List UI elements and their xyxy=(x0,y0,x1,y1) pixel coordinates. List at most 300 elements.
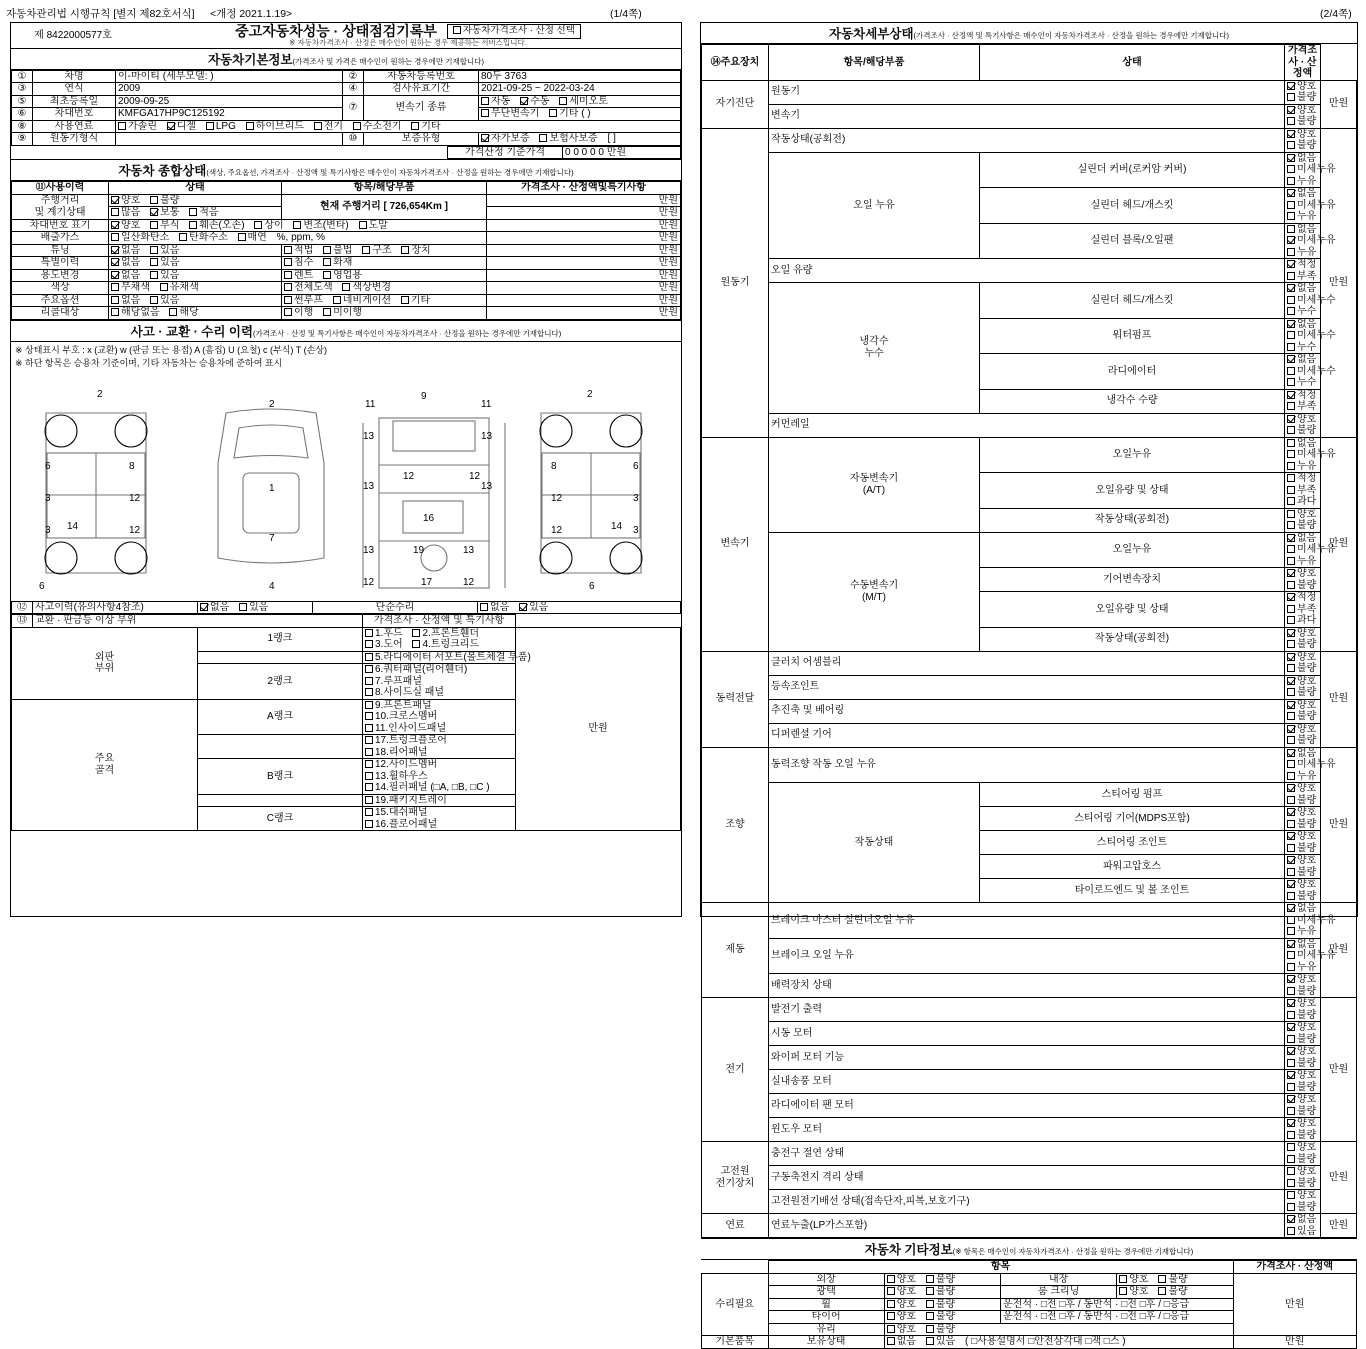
state-options[interactable] xyxy=(1285,627,1321,651)
checkbox[interactable] xyxy=(284,271,292,279)
state-options[interactable] xyxy=(1285,473,1321,509)
part-trunk-floor[interactable] xyxy=(365,735,447,747)
checkbox[interactable] xyxy=(179,233,187,241)
checkbox[interactable] xyxy=(238,233,246,241)
state-options[interactable] xyxy=(1285,389,1321,413)
checkbox[interactable] xyxy=(111,271,119,279)
option-none[interactable] xyxy=(887,1336,916,1348)
state-options[interactable] xyxy=(1285,1142,1321,1166)
option-normal[interactable] xyxy=(150,207,179,219)
checkbox[interactable] xyxy=(284,258,292,266)
state-options[interactable] xyxy=(1285,413,1321,437)
checkbox[interactable] xyxy=(239,603,247,611)
option-yes[interactable] xyxy=(926,1336,955,1348)
part-trunk-lid[interactable] xyxy=(412,639,479,651)
option-yes[interactable] xyxy=(150,270,179,282)
option-not-applicable[interactable] xyxy=(111,307,160,319)
option-적정[interactable] xyxy=(1287,592,1316,604)
checkbox[interactable] xyxy=(111,283,119,291)
checkbox[interactable] xyxy=(1287,975,1295,983)
option-양호[interactable] xyxy=(1287,1094,1316,1106)
checkbox[interactable] xyxy=(169,308,177,316)
checkbox[interactable] xyxy=(1287,940,1295,948)
option-미세누유[interactable] xyxy=(1287,200,1336,212)
checkbox[interactable] xyxy=(1287,820,1295,828)
state-options[interactable] xyxy=(1285,592,1321,628)
checkbox[interactable] xyxy=(1287,462,1295,470)
option-none[interactable] xyxy=(480,602,509,614)
part-front-panel[interactable] xyxy=(365,700,432,712)
option-chromatic[interactable] xyxy=(160,282,199,294)
checkbox[interactable] xyxy=(150,221,158,229)
checkbox[interactable] xyxy=(284,246,292,254)
option-부족[interactable] xyxy=(1287,271,1316,283)
checkbox[interactable] xyxy=(284,283,292,291)
option-양호[interactable] xyxy=(1287,1070,1316,1082)
checkbox[interactable] xyxy=(365,748,373,756)
option-etc[interactable] xyxy=(401,295,430,307)
option-불량[interactable] xyxy=(1287,116,1316,128)
checkbox[interactable] xyxy=(1287,712,1295,720)
checkbox[interactable] xyxy=(365,688,373,696)
checkbox[interactable] xyxy=(293,221,301,229)
state-options[interactable] xyxy=(1285,831,1321,855)
state-options[interactable] xyxy=(1285,259,1321,283)
checkbox[interactable] xyxy=(111,296,119,304)
checkbox[interactable] xyxy=(1287,415,1295,423)
checkbox[interactable] xyxy=(150,208,158,216)
checkbox[interactable] xyxy=(1287,640,1295,648)
checkbox[interactable] xyxy=(926,1300,934,1308)
checkbox[interactable] xyxy=(1287,1191,1295,1199)
state-options[interactable] xyxy=(1285,188,1336,224)
state-options[interactable] xyxy=(1285,1190,1321,1214)
option-good[interactable] xyxy=(1119,1274,1148,1286)
option-누수[interactable] xyxy=(1287,306,1316,318)
option-fuel-other[interactable] xyxy=(411,121,440,133)
option-불량[interactable] xyxy=(1287,140,1316,152)
checkbox[interactable] xyxy=(481,97,489,105)
option-누유[interactable] xyxy=(1287,926,1316,938)
option-불량[interactable] xyxy=(1287,639,1316,651)
checkbox[interactable] xyxy=(365,653,373,661)
checkbox[interactable] xyxy=(1287,497,1295,505)
checkbox[interactable] xyxy=(1287,1203,1295,1211)
checkbox[interactable] xyxy=(365,724,373,732)
option-양호[interactable] xyxy=(1287,879,1316,891)
simple-repair-state[interactable] xyxy=(478,601,681,614)
etc-row-options[interactable] xyxy=(884,1311,1000,1324)
option-양호[interactable] xyxy=(1287,700,1316,712)
accident-state[interactable] xyxy=(198,601,313,614)
checkbox[interactable] xyxy=(401,296,409,304)
checkbox[interactable] xyxy=(1287,880,1295,888)
checkbox[interactable] xyxy=(559,97,567,105)
checkbox[interactable] xyxy=(365,808,373,816)
checkbox[interactable] xyxy=(323,308,331,316)
option-yes[interactable] xyxy=(150,295,179,307)
checkbox[interactable] xyxy=(284,308,292,316)
checkbox[interactable] xyxy=(1287,593,1295,601)
option-불량[interactable] xyxy=(1287,1082,1316,1094)
checkbox[interactable] xyxy=(926,1287,934,1295)
option-불량[interactable] xyxy=(1287,520,1316,532)
checkbox[interactable] xyxy=(1287,951,1295,959)
checkbox[interactable] xyxy=(1287,856,1295,864)
checkbox[interactable] xyxy=(342,283,350,291)
option-불량[interactable] xyxy=(1287,867,1316,879)
mileage-state-2[interactable] xyxy=(109,207,282,220)
option-bad[interactable] xyxy=(150,195,179,207)
option-불량[interactable] xyxy=(1287,843,1316,855)
option-양호[interactable] xyxy=(1287,1118,1316,1130)
checkbox[interactable] xyxy=(1287,426,1295,434)
state-options[interactable] xyxy=(1285,723,1321,747)
option-누유[interactable] xyxy=(1287,771,1316,783)
checkbox[interactable] xyxy=(314,122,322,130)
option-bad[interactable] xyxy=(926,1311,955,1323)
checkbox[interactable] xyxy=(1287,177,1295,185)
option-없음[interactable] xyxy=(1287,533,1316,545)
option-good[interactable] xyxy=(887,1286,916,1298)
warranty-options[interactable] xyxy=(479,133,681,146)
option-불량[interactable] xyxy=(1287,795,1316,807)
option-양호[interactable] xyxy=(1287,676,1316,688)
part-pillar-panel[interactable] xyxy=(365,782,490,794)
state-options[interactable] xyxy=(1285,699,1321,723)
part-package-tray[interactable] xyxy=(365,795,447,807)
checkbox[interactable] xyxy=(111,246,119,254)
checkbox[interactable] xyxy=(519,603,527,611)
checkbox[interactable] xyxy=(111,258,119,266)
option-불량[interactable] xyxy=(1287,891,1316,903)
basic-items-extra[interactable]: ( □사용설명서 □안전삼각대 □잭 □스 ) xyxy=(964,1336,1126,1347)
option-불량[interactable] xyxy=(1287,580,1316,592)
option-양호[interactable] xyxy=(1287,1142,1316,1154)
checkbox[interactable] xyxy=(1287,320,1295,328)
state-options[interactable] xyxy=(1285,283,1336,319)
option-bad[interactable] xyxy=(926,1324,955,1336)
option-누유[interactable] xyxy=(1287,176,1316,188)
option-yes[interactable] xyxy=(150,257,179,269)
tuning-parts[interactable] xyxy=(282,244,487,257)
option-good[interactable] xyxy=(111,195,140,207)
rank-items[interactable] xyxy=(363,735,516,759)
option-누유[interactable] xyxy=(1287,211,1316,223)
option-altered[interactable] xyxy=(293,220,348,232)
tire-positions[interactable]: 운전석 · □전 □후 / 동반석 · □전 □후 / □응급 xyxy=(1001,1311,1234,1324)
checkbox[interactable] xyxy=(365,783,373,791)
part-cross-member[interactable] xyxy=(365,711,437,723)
checkbox[interactable] xyxy=(1287,355,1295,363)
option-damage[interactable] xyxy=(189,220,244,232)
checkbox[interactable] xyxy=(1287,1155,1295,1163)
option-done[interactable] xyxy=(284,307,313,319)
option-과다[interactable] xyxy=(1287,496,1316,508)
option-good[interactable] xyxy=(887,1274,916,1286)
checkbox[interactable] xyxy=(1287,378,1295,386)
part-floor-panel[interactable] xyxy=(365,819,437,831)
state-options[interactable] xyxy=(1285,223,1336,259)
checkbox[interactable] xyxy=(1287,999,1295,1007)
checkbox[interactable] xyxy=(1119,1275,1127,1283)
option-hydrogen[interactable] xyxy=(353,121,402,133)
checkbox[interactable] xyxy=(1287,486,1295,494)
checkbox[interactable] xyxy=(1287,450,1295,458)
checkbox[interactable] xyxy=(189,221,197,229)
checkbox[interactable] xyxy=(353,122,361,130)
mileage-state-1[interactable] xyxy=(109,194,282,207)
option-불량[interactable] xyxy=(1287,986,1316,998)
state-options[interactable] xyxy=(1285,1022,1321,1046)
option-누유[interactable] xyxy=(1287,962,1316,974)
state-options[interactable] xyxy=(1285,1070,1321,1094)
checkbox[interactable] xyxy=(1287,569,1295,577)
option-sunroof[interactable] xyxy=(284,295,323,307)
vin-state[interactable] xyxy=(109,219,487,232)
checkbox[interactable] xyxy=(1287,331,1295,339)
state-options[interactable] xyxy=(1285,974,1321,998)
option-양호[interactable] xyxy=(1287,724,1316,736)
option-불량[interactable] xyxy=(1287,687,1316,699)
option-미세누유[interactable] xyxy=(1287,915,1336,927)
checkbox[interactable] xyxy=(1287,629,1295,637)
checkbox[interactable] xyxy=(1287,1083,1295,1091)
checkbox[interactable] xyxy=(365,796,373,804)
option-없음[interactable] xyxy=(1287,153,1316,165)
option-불량[interactable] xyxy=(1287,735,1316,747)
checkbox[interactable] xyxy=(1287,581,1295,589)
checkbox[interactable] xyxy=(401,246,409,254)
option-navigation[interactable] xyxy=(333,295,391,307)
option-none[interactable] xyxy=(111,257,140,269)
checkbox[interactable] xyxy=(359,221,367,229)
recall-parts[interactable] xyxy=(282,307,487,320)
checkbox[interactable] xyxy=(111,196,119,204)
option-미세누유[interactable] xyxy=(1287,164,1336,176)
checkbox[interactable] xyxy=(365,665,373,673)
checkbox[interactable] xyxy=(1287,1035,1295,1043)
option-lpg[interactable] xyxy=(206,121,236,133)
option-양호[interactable] xyxy=(1287,1166,1316,1178)
fuel-options[interactable] xyxy=(116,120,681,133)
option-many[interactable] xyxy=(111,207,140,219)
rank-items[interactable] xyxy=(363,627,516,651)
state-options[interactable] xyxy=(1285,998,1321,1022)
state-options[interactable] xyxy=(1285,318,1336,354)
option-불량[interactable] xyxy=(1287,1010,1316,1022)
checkbox[interactable] xyxy=(1287,677,1295,685)
checkbox[interactable] xyxy=(1158,1275,1166,1283)
checkbox[interactable] xyxy=(1287,987,1295,995)
option-미세누유[interactable] xyxy=(1287,235,1336,247)
state-options[interactable] xyxy=(1285,807,1321,831)
checkbox[interactable] xyxy=(1287,832,1295,840)
state-options[interactable] xyxy=(1285,354,1336,390)
option-flood[interactable] xyxy=(284,257,313,269)
option-적정[interactable] xyxy=(1287,473,1316,485)
state-options[interactable] xyxy=(1285,1118,1321,1142)
option-미세누수[interactable] xyxy=(1287,295,1336,307)
option-bad[interactable] xyxy=(1158,1274,1187,1286)
state-options[interactable] xyxy=(1285,568,1321,592)
checkbox[interactable] xyxy=(520,97,528,105)
option-auto[interactable] xyxy=(481,96,510,108)
etc-row-options-2[interactable] xyxy=(1117,1273,1233,1286)
checkbox[interactable] xyxy=(1287,201,1295,209)
checkbox[interactable] xyxy=(1287,439,1295,447)
checkbox[interactable] xyxy=(887,1325,895,1333)
wheel-positions[interactable]: 운전석 · □전 □후 / 동반석 · □전 □후 / □응급 xyxy=(1001,1298,1234,1311)
transmission-options-row1[interactable] xyxy=(479,95,681,108)
checkbox[interactable] xyxy=(480,603,488,611)
checkbox[interactable] xyxy=(1287,1179,1295,1187)
part-front-fender[interactable] xyxy=(412,628,479,640)
option-부족[interactable] xyxy=(1287,401,1316,413)
checkbox[interactable] xyxy=(1287,106,1295,114)
checkbox[interactable] xyxy=(150,196,158,204)
checkbox[interactable] xyxy=(1287,165,1295,173)
option-양호[interactable] xyxy=(1287,998,1316,1010)
option-color-change[interactable] xyxy=(342,282,391,294)
option-누유[interactable] xyxy=(1287,556,1316,568)
checkbox[interactable] xyxy=(1287,296,1295,304)
option-없음[interactable] xyxy=(1287,354,1316,366)
checkbox[interactable] xyxy=(111,233,119,241)
rank-items[interactable] xyxy=(363,759,516,795)
checkbox[interactable] xyxy=(1287,117,1295,125)
checkbox[interactable] xyxy=(926,1275,934,1283)
checkbox[interactable] xyxy=(1287,616,1295,624)
part-inside-panel[interactable] xyxy=(365,723,446,735)
checkbox[interactable] xyxy=(1287,534,1295,542)
part-radiator-support[interactable] xyxy=(365,652,531,664)
option-없음[interactable] xyxy=(1287,188,1316,200)
checkbox[interactable] xyxy=(1287,784,1295,792)
state-options[interactable] xyxy=(1285,1166,1321,1190)
checkbox[interactable] xyxy=(1287,772,1295,780)
etc-row-options[interactable] xyxy=(884,1286,1000,1299)
option-few[interactable] xyxy=(189,207,218,219)
checkbox[interactable] xyxy=(1287,892,1295,900)
transmission-options-row2[interactable] xyxy=(479,108,681,121)
checkbox[interactable] xyxy=(1287,82,1295,90)
checkbox[interactable] xyxy=(284,296,292,304)
checkbox[interactable] xyxy=(1287,760,1295,768)
option-bad[interactable] xyxy=(926,1299,955,1311)
usechange-parts[interactable] xyxy=(282,269,487,282)
state-options[interactable] xyxy=(1285,508,1321,532)
option-hc[interactable] xyxy=(179,232,228,244)
checkbox[interactable] xyxy=(365,701,373,709)
option-illegal[interactable] xyxy=(323,245,352,257)
checkbox[interactable] xyxy=(1287,749,1295,757)
option-적정[interactable] xyxy=(1287,259,1316,271)
checkbox[interactable] xyxy=(150,296,158,304)
option-미세누수[interactable] xyxy=(1287,330,1336,342)
option-누수[interactable] xyxy=(1287,377,1316,389)
checkbox[interactable] xyxy=(1287,1071,1295,1079)
color-parts[interactable] xyxy=(282,282,487,295)
recall-state[interactable] xyxy=(109,307,282,320)
checkbox[interactable] xyxy=(1287,868,1295,876)
state-options[interactable] xyxy=(1285,651,1321,675)
option-양호[interactable] xyxy=(1287,783,1316,795)
state-options[interactable] xyxy=(1285,437,1336,473)
option-양호[interactable] xyxy=(1287,129,1316,141)
option-corrosion[interactable] xyxy=(150,220,179,232)
option-양호[interactable] xyxy=(1287,855,1316,867)
checkbox[interactable] xyxy=(887,1337,895,1345)
option-부족[interactable] xyxy=(1287,485,1316,497)
option-yes[interactable] xyxy=(239,602,268,614)
checkbox[interactable] xyxy=(254,221,262,229)
usechange-state[interactable] xyxy=(109,269,282,282)
option-business[interactable] xyxy=(323,270,362,282)
option-적정[interactable] xyxy=(1287,390,1316,402)
checkbox[interactable] xyxy=(1287,402,1295,410)
option-hybrid[interactable] xyxy=(246,121,304,133)
checkbox[interactable] xyxy=(481,109,489,117)
checkbox[interactable] xyxy=(189,208,197,216)
option-structure[interactable] xyxy=(362,245,391,257)
checkbox[interactable] xyxy=(150,271,158,279)
option-양호[interactable] xyxy=(1287,974,1316,986)
option-양호[interactable] xyxy=(1287,509,1316,521)
checkbox[interactable] xyxy=(1287,154,1295,162)
checkbox[interactable] xyxy=(412,629,420,637)
option-미세누유[interactable] xyxy=(1287,950,1336,962)
checkbox[interactable] xyxy=(1287,1107,1295,1115)
option-누수[interactable] xyxy=(1287,342,1316,354)
checkbox[interactable] xyxy=(887,1287,895,1295)
option-smoke[interactable] xyxy=(238,232,267,244)
checkbox[interactable] xyxy=(1287,474,1295,482)
checkbox[interactable] xyxy=(365,772,373,780)
option-rent[interactable] xyxy=(284,270,313,282)
checkbox[interactable] xyxy=(323,271,331,279)
part-wheel-house[interactable] xyxy=(365,771,428,783)
option-양호[interactable] xyxy=(1287,1022,1316,1034)
option-not-done[interactable] xyxy=(323,307,362,319)
option-different[interactable] xyxy=(254,220,283,232)
checkbox[interactable] xyxy=(1287,1119,1295,1127)
option-불량[interactable] xyxy=(1287,1058,1316,1070)
part-door[interactable] xyxy=(365,639,403,651)
option-미세누수[interactable] xyxy=(1287,366,1336,378)
checkbox[interactable] xyxy=(111,208,119,216)
option-누유[interactable] xyxy=(1287,461,1316,473)
checkbox[interactable] xyxy=(1287,736,1295,744)
checkbox[interactable] xyxy=(1158,1287,1166,1295)
emission-state[interactable] xyxy=(109,232,487,245)
rank-items[interactable] xyxy=(363,794,516,807)
part-hood[interactable] xyxy=(365,628,403,640)
checkbox[interactable] xyxy=(1287,796,1295,804)
checkbox[interactable] xyxy=(887,1300,895,1308)
checkbox[interactable] xyxy=(1287,664,1295,672)
option-불량[interactable] xyxy=(1287,1130,1316,1142)
checkbox[interactable] xyxy=(1287,367,1295,375)
option-양호[interactable] xyxy=(1287,831,1316,843)
checkbox[interactable] xyxy=(365,760,373,768)
checkbox[interactable] xyxy=(549,109,557,117)
price-survey-checkbox[interactable] xyxy=(453,26,461,34)
rank-items[interactable] xyxy=(363,651,531,664)
option-good[interactable] xyxy=(111,220,140,232)
option-없음[interactable] xyxy=(1287,1214,1316,1226)
option-없음[interactable] xyxy=(1287,748,1316,760)
